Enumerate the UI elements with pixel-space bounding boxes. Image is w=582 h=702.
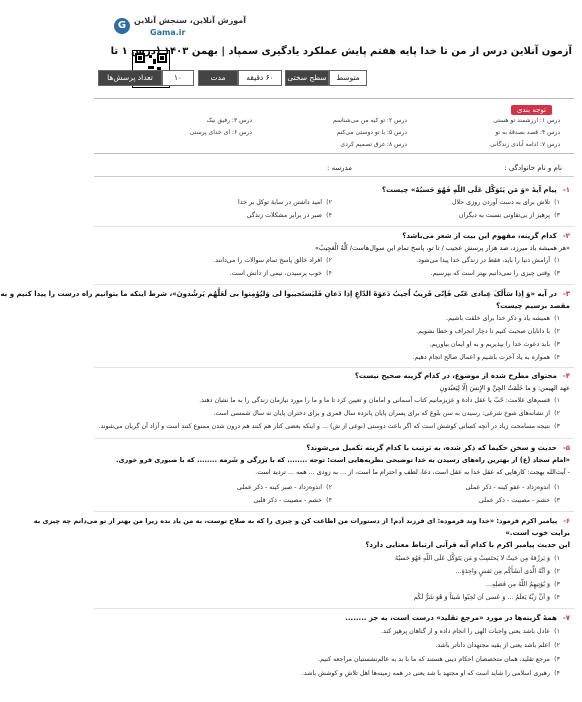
questions-count-label: تعداد پرسش‌ها xyxy=(98,70,162,86)
question-separator xyxy=(94,367,574,368)
toc-item: درس ۳: رفیق نیک xyxy=(206,117,252,124)
gama-logo-icon: G xyxy=(114,18,130,34)
question-1 xyxy=(98,186,570,194)
question-subtext: مقصد برسیم چیست؟ xyxy=(496,302,570,310)
difficulty-label: سطح سختی xyxy=(285,70,329,86)
question-3: ۳-در آیه «وَ اِذا سَأَلَکَ عِبادی عَنّی فَاِنّی قَریبٌ اُجیبُ دَعوَةَ الدّاعِ اِذا دَعانِ فَلیَستَجیبوا لی وَلیُؤمِنوا بی لَعَلَّهُم یَرشُدونَ»، شرط اینکه ما بتوانیم راه درست را پیدا کنیم و به xyxy=(0,290,570,298)
option[interactable]: ۱)وَ یَرزُقهُ مِن حَیثُ لا یَحتَسِبُ وَ مَن یَتَوَکَّل عَلَی اللّهِ فَهُوَ حَسبُهُ xyxy=(394,555,560,562)
option[interactable]: ۱)قسم‌های علامت: حُبّ یا عقل دادهٔ و عزیزمانیم کتاب آسمانی و امامان ‌و تعیین کرد تا ما و ما را مورد نیازمان ‌زندگی را به ما نشان دهند. xyxy=(199,397,560,404)
question-separator xyxy=(94,284,574,285)
question-separator xyxy=(94,438,574,439)
option[interactable]: ۴)صبر در برابر مشکلات زندگی xyxy=(246,212,332,219)
question-text: پیام آیهٔ «وَ مَن یَتَوَکَّل عَلَی اللّهِ فَهُوَ حَسبُهُ» چیست؟ xyxy=(381,186,557,194)
option[interactable]: ۳)وقتی چیزی را نمی‌دانیم بهتر است که بپرسیم. xyxy=(430,270,560,277)
difficulty-value: متوسط xyxy=(329,70,367,86)
question-separator xyxy=(94,608,574,609)
toc-item: درس ۴: قصد بصدقهٔ به تو xyxy=(495,129,560,136)
header-divider xyxy=(94,98,574,99)
student-name-field[interactable]: نام و نام خانوادگی : xyxy=(504,164,562,172)
student-divider xyxy=(94,176,574,177)
option[interactable]: ۴)وَ اَنَّ رَبَّهُ یَعلَمُ ... وَ عَسی اَن تُحِبّوا شَیئاً وَ هُوَ شَرٌّ لَکُم xyxy=(413,594,560,601)
option[interactable]: ۴)خشم - مصیبت - ذکر قلبی xyxy=(253,497,332,504)
option[interactable]: ۳)خشم - مصیبت - ذکر عملی xyxy=(478,497,560,504)
option[interactable]: ۲)افراد خالق پاسخ تمام سوالات را می‌دانند. xyxy=(213,257,332,264)
option[interactable]: ۱)اندوه‌زداد - عفو کینه - ذکر عملی xyxy=(465,484,560,491)
toc-divider xyxy=(94,153,574,154)
question-separator xyxy=(94,226,574,227)
duration-value: ۶۰ دقیقه xyxy=(238,70,282,86)
toc-item: درس ۶: ای خدای پرستی xyxy=(189,129,252,136)
option[interactable]: ۲)وَ اَنَّهُ الَّذی اَنشَأَکُم مِن نَفسٍ واحِدَةٍ... xyxy=(455,568,560,575)
question-7: ۷-همهٔ گزینه‌ها در مورد «مرجع تقلید» درست است، به جز ........ xyxy=(345,614,570,622)
question-subtext: «امام سجاد (ع) از بهترین راه‌های رسیدن به خدا توضیحی نظریه‌هایی است: توجه ........ که با بزرگی و شَرمه ........ که با صبوری فرو خوری. xyxy=(115,456,570,464)
option[interactable]: ۳)وَ یُؤتِیهِمُ اللّهُ مِن فَضلِهِ... xyxy=(485,581,560,588)
option[interactable]: ۱)آرامش دنیا را باید، فقط در زندگی خدا پیدا می‌شود. xyxy=(416,257,560,264)
option[interactable]: ۳)نتیجه مسامحت زیاد در آنچه کسانی کوشش است که اگر باعث دوستی (نوعی از ش) ... و اینکه بعضی کنار هم کنند هم درون شدن ممنوع کنند است و آزاد آن گریان می‌شوند. xyxy=(98,423,560,430)
option[interactable]: ۱)همیشه یاد و ذکر خدا برای خلقت باشیم. xyxy=(446,315,560,322)
toc-item: درس ۸: غرق تصمیم کردی xyxy=(340,141,407,148)
option[interactable]: ۳)باید دعوت خدا را بپذیریم و به او ایمان بیاوریم. xyxy=(429,341,560,348)
duration-label: مدت پاسخگویی xyxy=(198,70,238,86)
questions-count-value: ۱۰ xyxy=(162,70,194,86)
question-number: ۱- xyxy=(562,186,570,194)
question-5: ۵-حدیث و سخن حکیما که ذکر شده، به ترتیب با کدام گزینه تکمیل می‌شوند؟ xyxy=(306,444,570,452)
option[interactable]: ۳)پرهیز از بی‌تفاوتی نسبت به دیگران xyxy=(458,212,560,219)
option[interactable]: ۴)رهبری اسلامی را شاید است که او مجتهد با شد یعنی در همه زمینه‌ها اهل تلاش و کوشش باشد. xyxy=(301,670,560,677)
option[interactable]: ۱)عادل باشد یعنی واجبات الهی را انجام داده و از گناهان پرهیز کند. xyxy=(381,628,560,635)
question-subtext: این حدیث پیامبر اکرم با کدام آیه قرآنی ارتباط معنایی دارد؟ xyxy=(365,541,570,549)
site-header xyxy=(86,8,582,42)
toc-item: درس ۲: تو کیه من می‌شناسم xyxy=(332,117,407,124)
option[interactable]: ۱)تلاش برای به دست آوردن روزی حلال xyxy=(451,199,560,206)
question-subtext: «هر همیشه باد میرزد، صد هزار پرسش عجیب / تا تو، پاسخ تمام این سوال‌هاست/ اَلَّهُ الْعَجِیبُ» xyxy=(314,244,570,252)
school-field[interactable]: مدرسه : xyxy=(326,164,352,172)
option[interactable]: ۴)خوب پرسیدن، نیمی از دانش است. xyxy=(229,270,332,277)
question-subtext: برایت خوب است.» xyxy=(505,529,570,537)
option[interactable]: ۴)همواره به یاد آخرت باشیم و اعمال صالح انجام دهیم. xyxy=(412,354,560,361)
exam-title: آزمون آنلاین درس از من تا خدا پایه هفتم پایش عملکرد یادگیری سمپاد | بهمن ۱۴۰۳ (درس ۱ تا xyxy=(110,46,572,57)
option[interactable]: ۲)از نشانه‌های شوخ شرعی: رسیدن به سن بلوغ که برای پسران پایان پانزده سال قمری و برای دختران پایان نه سال شمسی است. xyxy=(213,410,560,417)
question-4: ۴-محتوای مطرح شده از موضوع، در کدام گزینه صحیح نیست؟ xyxy=(354,372,570,380)
option[interactable]: ۲)با دانایان صحبت کنیم تا دچار انحراف و خطا نشویم. xyxy=(416,328,560,335)
option[interactable]: ۲)اندوه‌زداد - صبر کینه - ذکر عملی xyxy=(236,484,332,491)
option[interactable]: ۳)مرجع تقلید، همان متخصصان احکام دینی هستند که ما با بد به عالم‌نشستیان مراجعه کنیم. xyxy=(318,656,560,663)
option[interactable]: ۲)امید داشتن در سایهٔ توکل بر خدا xyxy=(238,199,332,206)
question-6: ۶-پیامبر اکرم فرمود: «خدا وند فرموده: ای فرزند آدم! از دستورات من اطاعت کن و چیزی را که به صلاح توست، به من یاد نده زیرا من بهتر از تو می‌دانم چه چیزی به xyxy=(33,517,570,525)
toc-item: درس ۷: ادامه آبادی زندگانی xyxy=(490,141,560,148)
question-separator xyxy=(94,511,574,512)
toc-item: درس ۵: با تو دوستی می‌کنم xyxy=(336,129,407,136)
site-name: آموزش آنلاین، سنجش آنلاین xyxy=(134,16,247,25)
site-url[interactable]: Gama.ir xyxy=(150,28,186,37)
question-subtext: عهد الهیمن: وَ ما خَلَقتُ الجِنَّ وَ الإِنسَ اِلّا لِیَعبُدونِ xyxy=(439,384,570,392)
toc-tag: توجه بندی xyxy=(511,105,552,115)
question-subtext: - آیت‌الله بهجت: کارهایی که عقل خدا به عقل است، دعا، لطف و احترام ما است، از ... به زودی ... همه ... تردید است. xyxy=(255,468,570,476)
question-2: ۲-کدام گزینه، مفهوم این بیت از شعر می‌باشد؟ xyxy=(402,232,570,240)
toc-item: درس ۱: ارزشمند تو هستی xyxy=(493,117,560,124)
option[interactable]: ۲)اعلم باشد یعنی از بقیه مجتهدان داناتر باشد. xyxy=(435,642,560,649)
